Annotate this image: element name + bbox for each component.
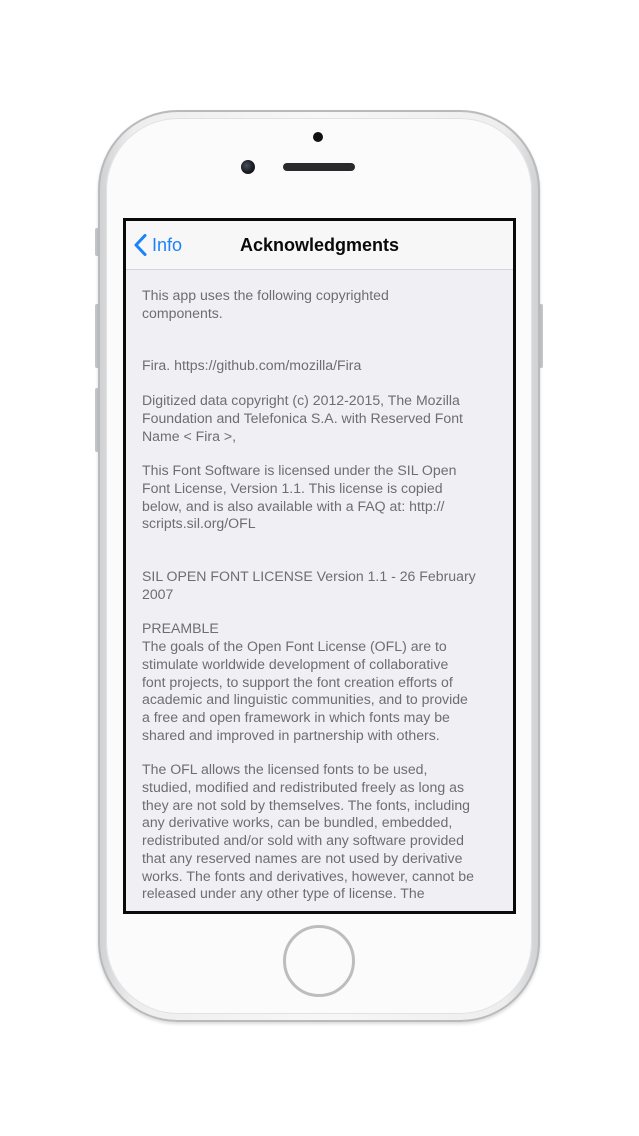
- front-camera: [241, 160, 255, 174]
- license-heading-paragraph: SIL OPEN FONT LICENSE Version 1.1 - 26 February 2007: [142, 568, 476, 602]
- screen: [123, 218, 516, 914]
- earpiece-speaker: [283, 163, 355, 171]
- navigation-bar: [126, 221, 513, 270]
- back-button-label: Info: [152, 235, 183, 255]
- back-button[interactable]: [134, 231, 182, 259]
- page-title: Acknowledgments: [239, 235, 400, 255]
- chevron-left-icon: [134, 234, 147, 256]
- proximity-sensor: [313, 132, 323, 142]
- intro-paragraph: This app uses the following copyrighted components.: [142, 287, 389, 321]
- acknowledgments-text: [142, 287, 504, 903]
- license-notice-paragraph: This Font Software is licensed under the SIL Open Font License, Version 1.1. This license is copied below, and is also available with a FAQ at: http:// scripts.sil.org/OFL: [142, 462, 457, 532]
- preamble-paragraph: PREAMBLE The goals of the Open Font License (OFL) are to stimulate worldwide development of collaborative font projects, to support the font creation efforts of academic and linguistic communities, and to provide a free and open framework in which fonts may be shared and improved in partnership with others.: [142, 620, 468, 743]
- ofl-paragraph: The OFL allows the licensed fonts to be used, studied, modified and redistributed freely as long as they are not sold by themselves. The fonts, including any derivative works, can be bundled, embedded, redistributed and/or sold with any software provided that any reserved names are not used by derivative works. The fonts and derivatives, however, cannot be released under any other type of license. The: [142, 761, 474, 902]
- copyright-paragraph: Digitized data copyright (c) 2012-2015, The Mozilla Foundation and Telefonica S.A. with Reserved Font Name < Fira >,: [142, 392, 463, 444]
- home-button[interactable]: [283, 925, 355, 997]
- fira-link-text: Fira. https://github.com/mozilla/Fira: [142, 357, 362, 374]
